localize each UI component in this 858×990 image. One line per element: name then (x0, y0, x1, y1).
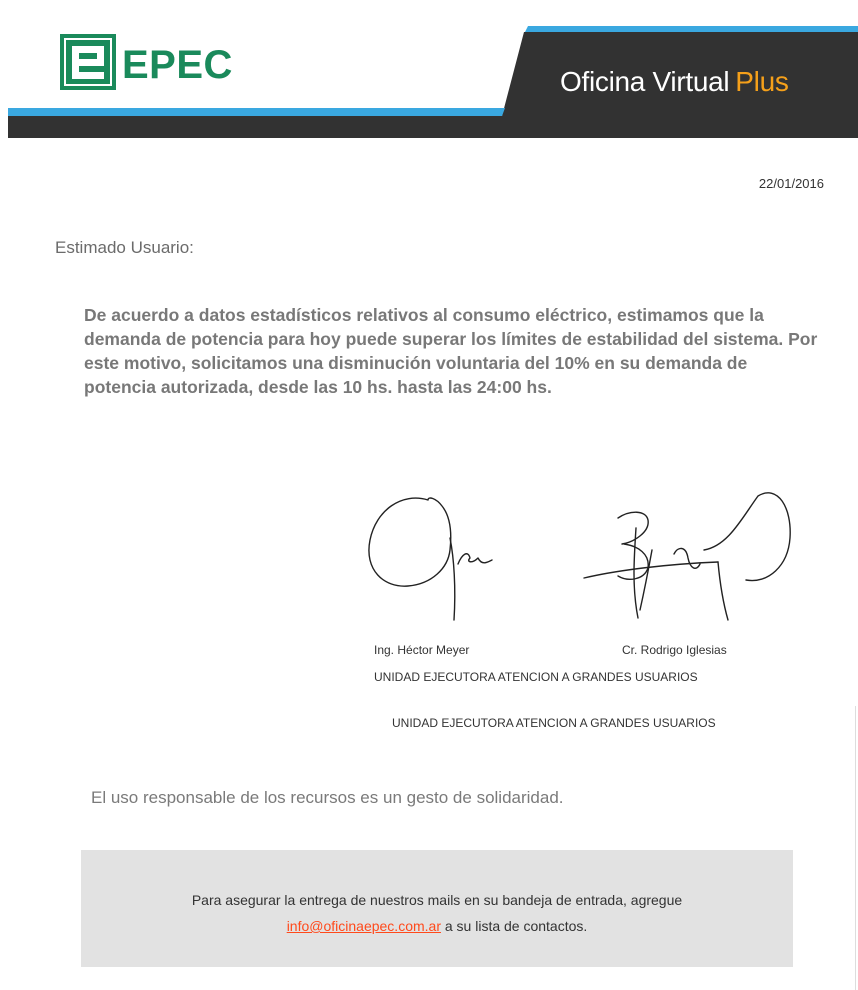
message-body: De acuerdo a datos estadísticos relativos al consumo eléctrico, estimamos que la demanda de potencia para hoy puede superar los límites de estabilidad del sistema. Por este motivo, solicitamos una disminución voluntaria del 10% en su demanda de potencia autorizada, desde las 10 hs. hasta las 24:00 hs. (84, 305, 818, 397)
logo-text: EPEC (122, 43, 233, 87)
signature-image-1 (362, 488, 522, 628)
greeting: Estimado Usuario: (55, 238, 194, 257)
unit-line-1: UNIDAD EJECUTORA ATENCION A GRANDES USUARIOS (374, 670, 698, 684)
footer-line-2-suffix: a su lista de contactos. (440, 918, 588, 934)
unit-line-2: UNIDAD EJECUTORA ATENCION A GRANDES USUARIOS (392, 716, 716, 730)
brand-title (560, 68, 789, 96)
slogan: El uso responsable de los recursos es un gesto de solidaridad. (91, 788, 564, 807)
footer-line-1: Para asegurar la entrega de nuestros mails en su bandeja de entrada, agregue (191, 892, 683, 908)
signature-image-2 (578, 488, 793, 628)
email-header (8, 0, 858, 140)
right-edge-divider (855, 706, 856, 990)
footer-line-2 (81, 913, 793, 939)
brand-title-accent: Plus (735, 66, 789, 97)
brand-title-main: Oficina Virtual (560, 66, 730, 97)
contact-email-link[interactable]: info@oficinaepec.com.ar (286, 918, 441, 934)
email-date: 22/01/2016 (758, 176, 824, 191)
epec-logo-icon (60, 34, 116, 90)
epec-logo[interactable] (60, 34, 233, 90)
footer-notice (81, 850, 793, 967)
signatory-name-2: Cr. Rodrigo Iglesias (622, 643, 727, 657)
signatory-name-1: Ing. Héctor Meyer (374, 643, 470, 657)
